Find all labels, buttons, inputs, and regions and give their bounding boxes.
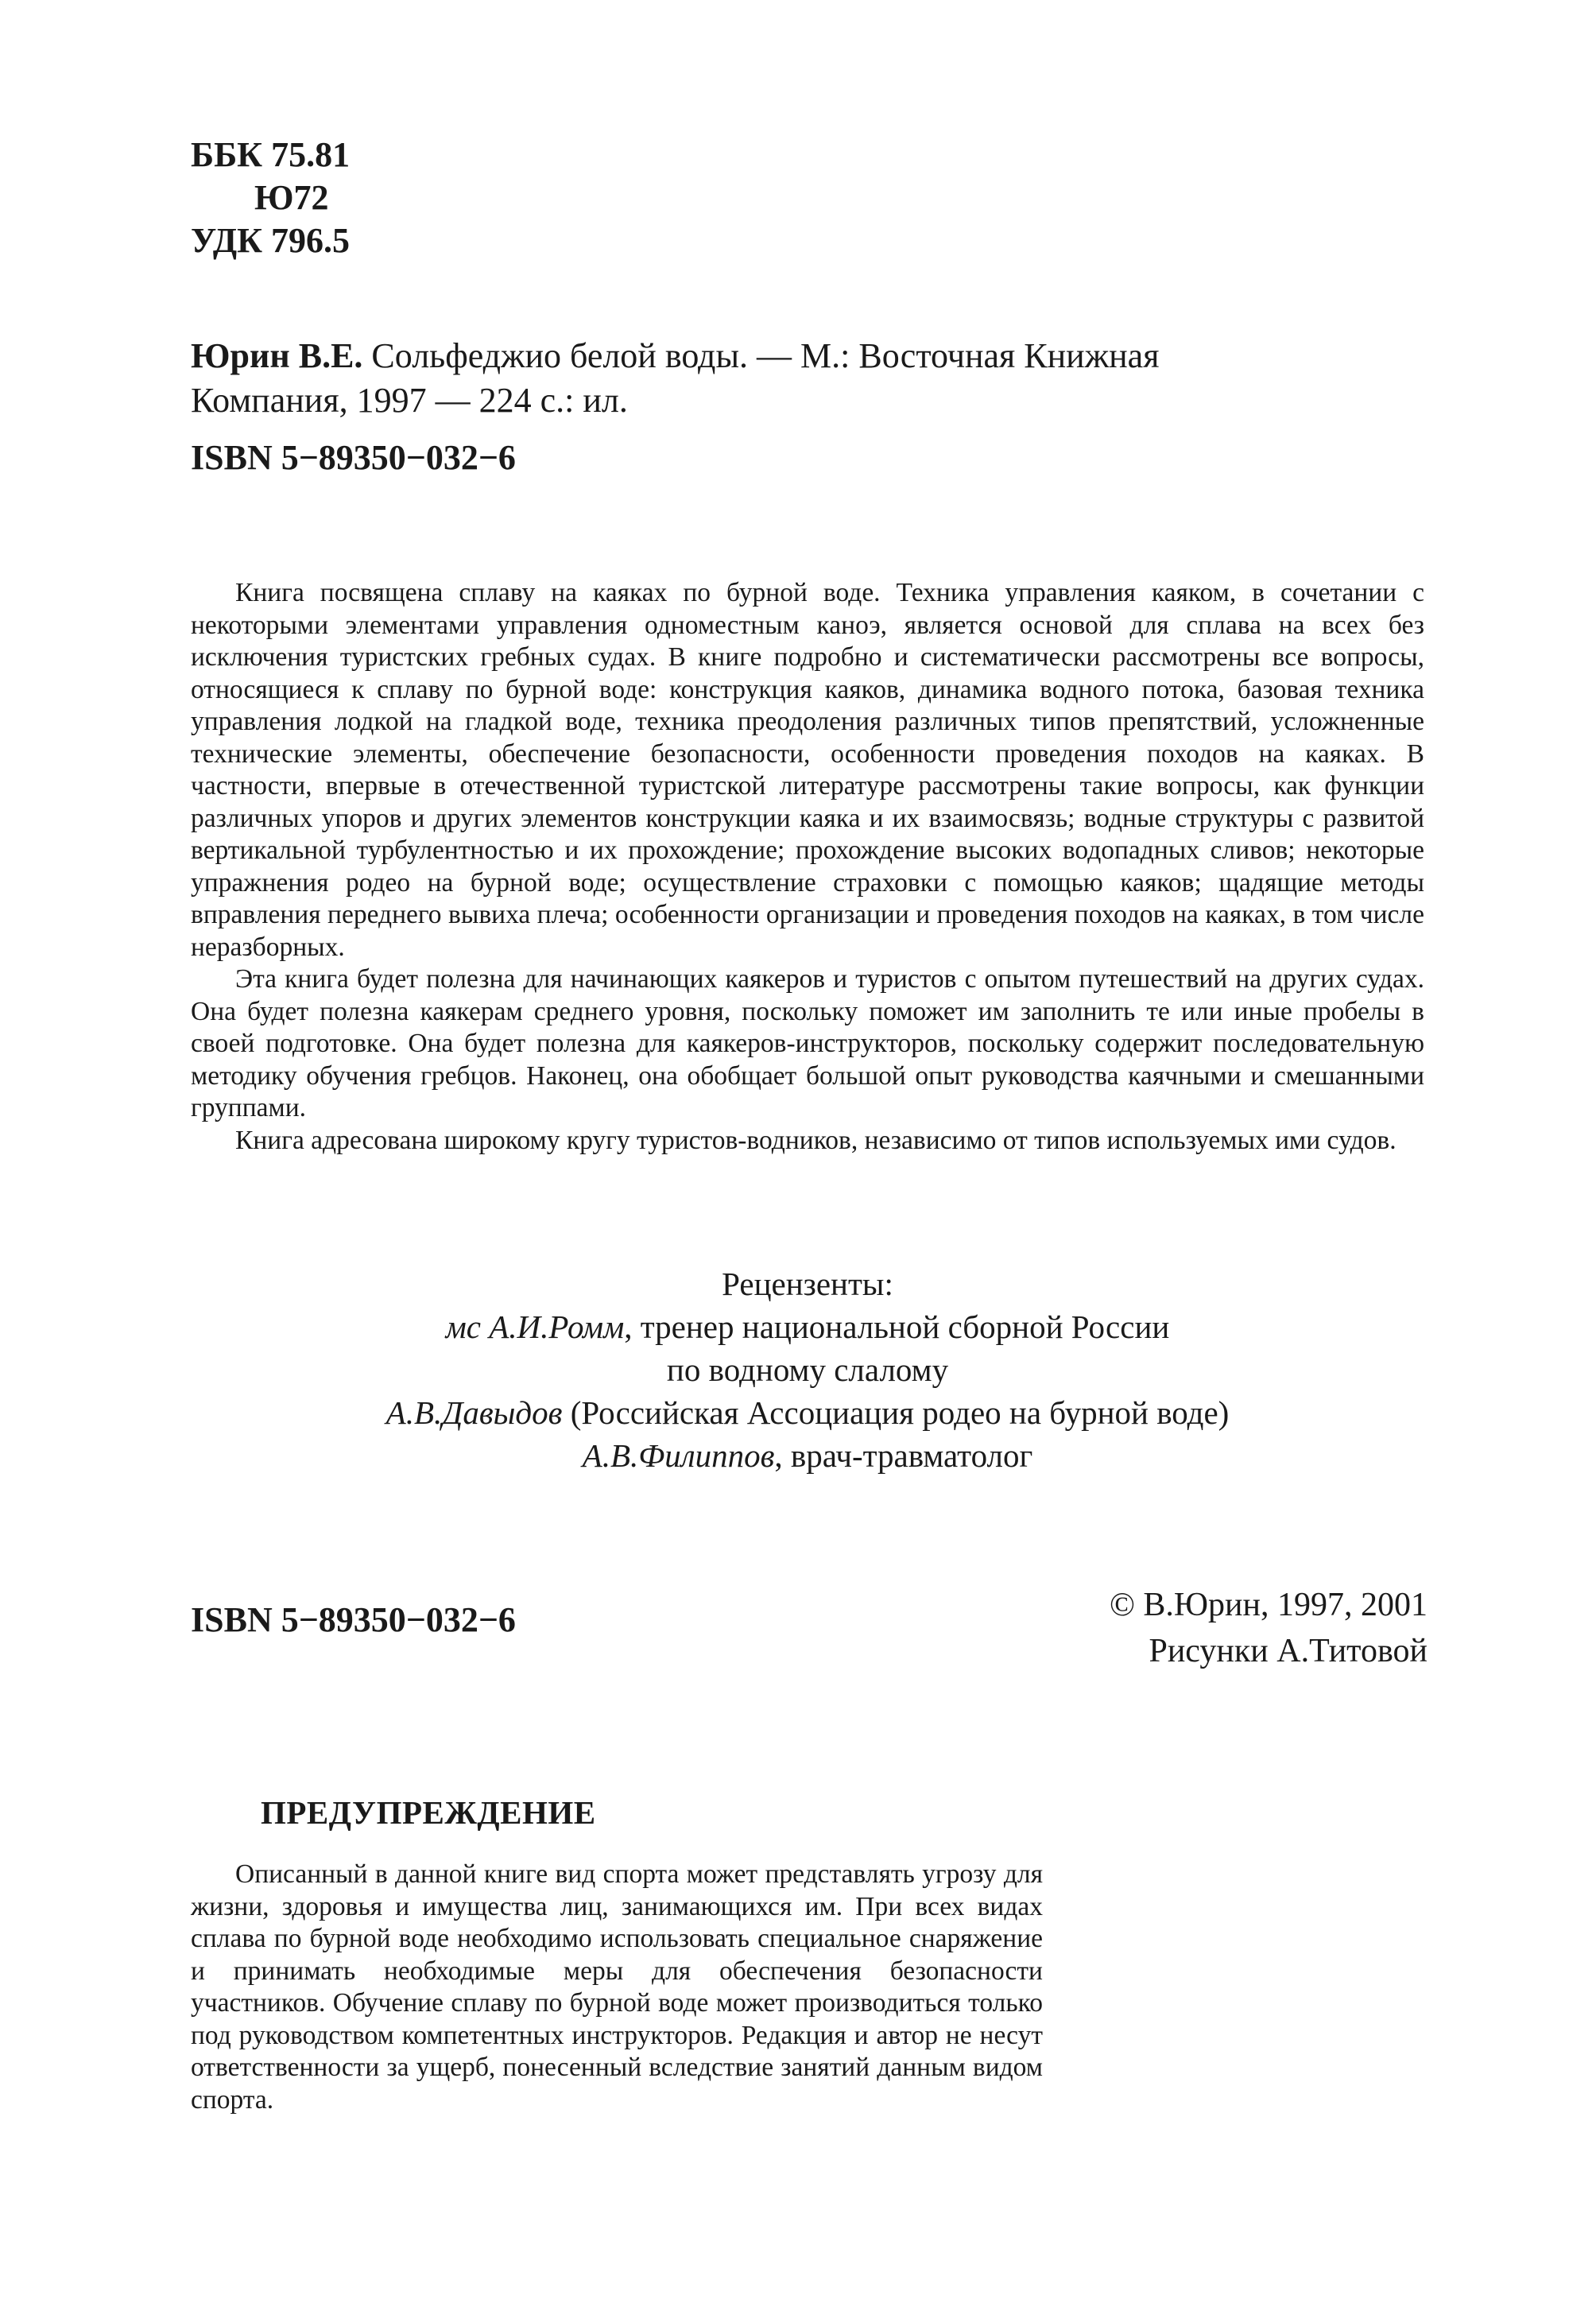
warning-title: ПРЕДУПРЕЖДЕНИЕ [261, 1794, 596, 1831]
copyright-block [1110, 1582, 1427, 1674]
copyright-line: © В.Юрин, 1997, 2001 [1109, 1587, 1427, 1623]
reviewer-1-role-cont: по водному слалому [666, 1351, 949, 1388]
abstract-paragraph: Книга адресована широкому кругу туристов-водников, независимо от типов используемых ими судов. [235, 1125, 1396, 1155]
reviewer-2-name: А.В.Давыдов [385, 1394, 563, 1431]
reviewers-heading: Рецензенты: [722, 1266, 893, 1302]
abstract-paragraph: Книга посвящена сплаву на каяках по бурной воде. Техника управления каяком, в сочетании с некоторыми элементами управления одноместным каноэ, является основой для сплава на всех без исключения туристских гребных судах. В книге подробно и систематически рассмотрены все вопросы, относящиеся к сплаву по бурной воде: конструкция каяков, динамика водного потока, базовая техника управления лодкой на гладкой воде, техника преодоления различных типов препятствий, усложненные технические элементы, обеспечение безопасности, особенности проведения походов на каяках. В частности, впервые в отечественной туристской литературе рассмотрены такие вопросы, как функции различных упоров и других элементов конструкции каяка и их взаимосвязь; водные структуры с развитой вертикальной турбулентностью и их прохождение; прохождение высоких водопадных сливов; некоторые упражнения родео на бурной воде; осуществление страховки с помощью каяков; щадящие методы вправления переднего вывиха плеча; особенности организации и проведения походов на каяках, в том числе неразборных. [191, 578, 1424, 962]
udk-code: УДК 796.5 [191, 221, 351, 260]
bib-title-line1: Сольфеджио белой воды. — М.: Восточная Книжная [371, 336, 1160, 375]
isbn-bottom: ISBN 5−89350−032−6 [191, 1600, 516, 1639]
warning-text-block [191, 1859, 1043, 2116]
reviewer-3-name: А.В.Филиппов [582, 1437, 775, 1474]
author-mark: Ю72 [254, 178, 329, 217]
illustrations-credit: Рисунки А.Титовой [1149, 1633, 1427, 1669]
warning-text: Описанный в данной книге вид спорта может представлять угрозу для жизни, здоровья и имущества лиц, занимающихся им. При всех видах сплава по бурной воде необходимо использовать специальное снаряжение и принимать необходимые меры для обеспечения безопасности участников. Обучение сплаву по бурной воде может производиться только под руководством компетентных инструкторов. Редакция и автор не несут ответственности за ущерб, понесенный вследствие занятий данным видом спорта. [191, 1859, 1043, 2115]
bbk-code: ББК 75.81 [191, 135, 351, 174]
reviewers-block [191, 1262, 1424, 1477]
reviewer-3-role: , врач-травматолог [774, 1437, 1033, 1474]
bib-author: Юрин В.Е. [191, 336, 363, 375]
isbn-top: ISBN 5−89350−032−6 [191, 438, 516, 477]
bibliographic-entry [191, 334, 1431, 423]
bib-title-line2: Компания, 1997 — 224 с.: ил. [191, 381, 628, 420]
classification-codes [191, 134, 350, 262]
reviewer-2-role: (Российская Ассоциация родео на бурной воде) [562, 1394, 1230, 1431]
reviewer-1-name: мс А.И.Ромм [445, 1308, 625, 1345]
reviewer-1-role: , тренер национальной сборной России [624, 1308, 1170, 1345]
abstract-paragraph: Эта книга будет полезна для начинающих каякеров и туристов с опытом путешествий на других судах. Она будет полезна каякерам среднего уровня, поскольку поможет им заполнить те или иные пробелы в своей подготовке. Она будет полезна для каякеров-инструкторов, поскольку содержит последовательную методику обучения гребцов. Наконец, она обобщает большой опыт руководства каячными и смешанными группами. [191, 964, 1424, 1122]
abstract [191, 577, 1424, 1157]
